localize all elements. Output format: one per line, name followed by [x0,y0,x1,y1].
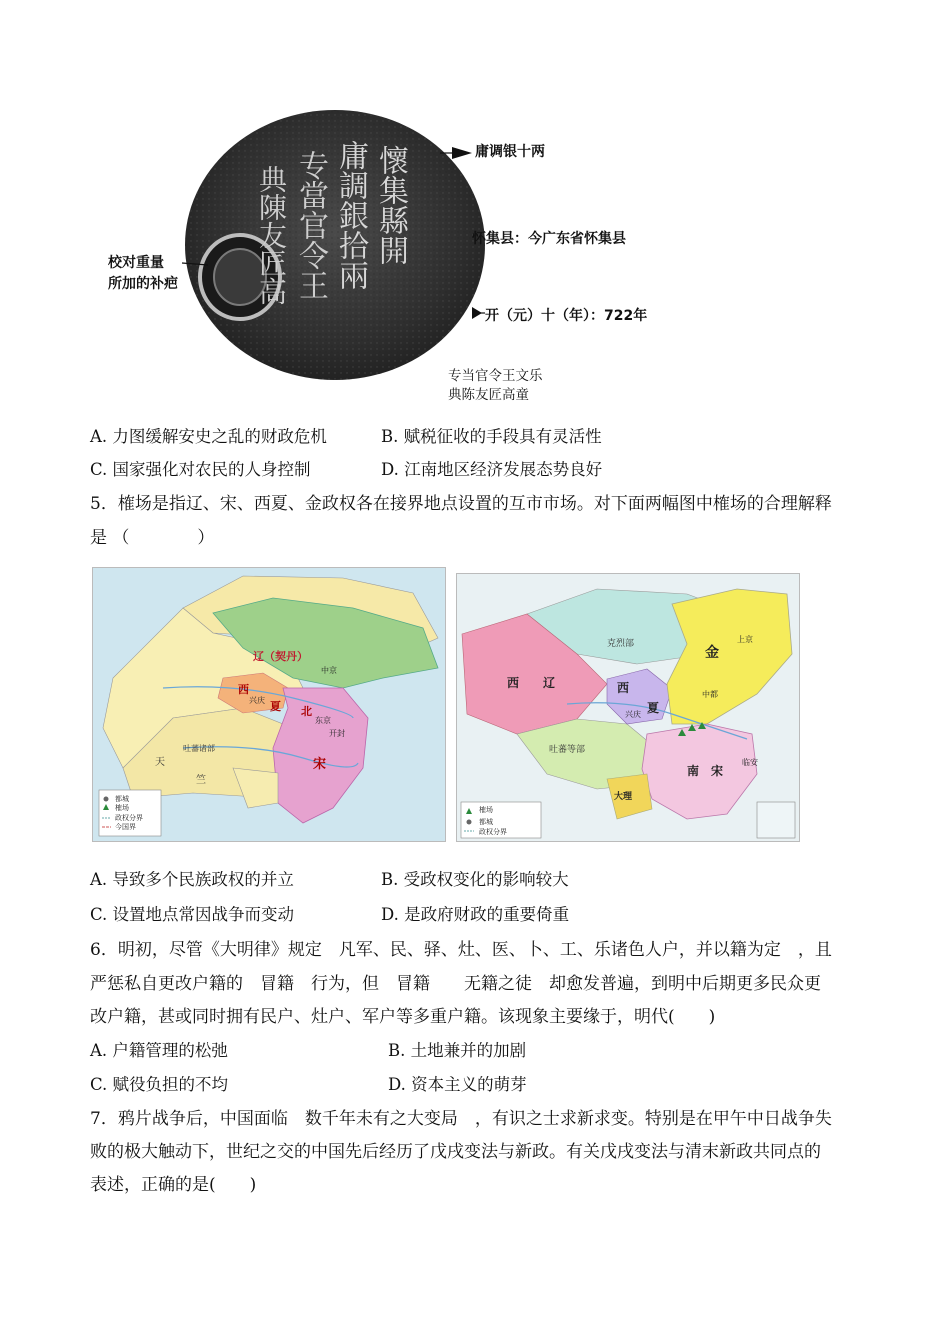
map1-legend-capital: 都城 [115,795,129,803]
map2-label-xiliao: 西 辽 [507,676,556,690]
ingot-label-patch-1: 校对重量 [108,255,164,271]
map1-label-xixia-b: 夏 [270,700,281,713]
q4-option-a[interactable]: A. 力图缓解安史之乱的财政危机 [90,427,327,446]
map2-label-dali: 大理 [614,792,633,802]
q6-option-c[interactable]: C. 赋役负担的不均 [90,1075,229,1094]
ingot-label-officials-1: 专当官令王文乐 [448,368,543,384]
q5-option-b[interactable]: B. 受政权变化的影响较大 [381,870,569,889]
q6-stem-line-2: 严惩私自更改户籍的 冒籍 行为，但 冒籍 无籍之徒 却愈发普遍，到明中后期更多民众更 [90,974,821,994]
ingot-label-tax: 庸调银十两 [475,144,545,160]
ingot-label-county: 怀集县：今广东省怀集县 [472,231,626,247]
map1-legend-market: 榷场 [115,804,129,812]
inscription-column: 专當官令王 [293,150,328,300]
map2-label-xingqing: 兴庆 [625,710,641,719]
map1-label-song: 宋 [313,757,327,772]
map-liao-song-xixia [92,567,446,842]
map2-label-jin: 金 [705,645,719,661]
inscription-column: 典陳友匠高 [255,165,288,305]
q7-stem-line-1: 7．鸦片战争后，中国面临 数千年未有之大变局 ，有识之士求新求变。特别是在甲午中日战争失 [90,1109,832,1129]
inscription-column: 庸調銀拾兩 [333,140,368,290]
q5-option-d[interactable]: D. 是政府财政的重要倚重 [381,905,570,924]
map-1-shapes [93,568,445,841]
map2-label-zhongdu: 中都 [702,690,718,699]
q5-option-a[interactable]: A. 导致多个民族政权的并立 [90,870,294,889]
map1-label-xixia-a: 西 [238,683,249,696]
ingot-figure [100,95,660,405]
map1-label-xingqing: 兴庆 [249,696,265,705]
q5-stem-line-1: 5．榷场是指辽、宋、西夏、金政权各在接界地点设置的互市市场。对下面两幅图中榷场的合理解释 [90,494,832,514]
map1-legend-boundary: 政权分界 [115,814,143,822]
ingot-label-officials-2: 典陈友匠高童 [448,387,529,403]
q5-option-c[interactable]: C. 设置地点常因战争而变动 [90,905,295,924]
ingot-label-patch-2: 所加的补疤 [108,276,178,292]
map1-label-dongjing: 东京 [315,716,331,725]
ingot-label-year: 开（元）十（年）：722年 [485,308,648,324]
inscription-column: 懷集縣開 [373,145,408,265]
map2-label-kelie: 克烈部 [607,639,635,649]
map2-label-tufan: 吐蕃等部 [549,745,586,755]
q4-option-c[interactable]: C. 国家强化对农民的人身控制 [90,460,311,479]
q7-stem-line-2: 败的极大触动下，世纪之交的中国先后经历了戊戌变法与新政。有关戊戌变法与清末新政共同点的 [90,1142,821,1162]
map2-legend-capital: 都城 [479,818,493,826]
q6-option-d[interactable]: D. 资本主义的萌芽 [388,1075,527,1094]
q6-option-b[interactable]: B. 土地兼并的加剧 [388,1041,527,1060]
map2-legend-market: 榷场 [479,806,493,814]
map2-legend-boundary: 政权分界 [479,828,507,836]
map1-label-liao: 辽（契丹） [253,650,308,663]
q6-stem-line-1: 6．明初，尽管《大明律》规定 凡军、民、驿、灶、医、卜、工、乐诸色人户，并以籍为定 ，且 [90,940,832,960]
map1-legend-border: 今国界 [115,823,136,831]
map1-label-bianjing: 开封 [329,729,345,738]
q6-option-a[interactable]: A. 户籍管理的松弛 [90,1041,228,1060]
q4-option-b[interactable]: B. 赋税征收的手段具有灵活性 [381,427,602,446]
q6-stem-line-3: 改户籍，甚或同时拥有民户、灶户、军户等多重户籍。该现象主要缘于，明代( ) [90,1007,716,1027]
map2-label-linan: 临安 [742,758,758,767]
map1-label-bei: 北 [301,705,312,718]
map1-label-zhu: 竺 [196,775,206,786]
map2-label-shangjing: 上京 [737,635,753,644]
q7-stem-line-3: 表述，正确的是( ) [90,1175,257,1195]
map2-label-xia-b: 夏 [647,701,660,715]
q5-stem-line-2: 是 （ ） [90,528,215,548]
map-jin-nansong-xixia [456,573,800,842]
map1-label-tufan: 吐蕃诸部 [183,744,215,753]
q4-option-d[interactable]: D. 江南地区经济发展态势良好 [381,460,603,479]
map2-label-xia-a: 西 [617,681,630,695]
map2-label-nansong: 南 宋 [687,764,724,778]
map1-label-tian: 天 [155,757,165,768]
map1-label-zhongjing: 中京 [321,666,337,675]
